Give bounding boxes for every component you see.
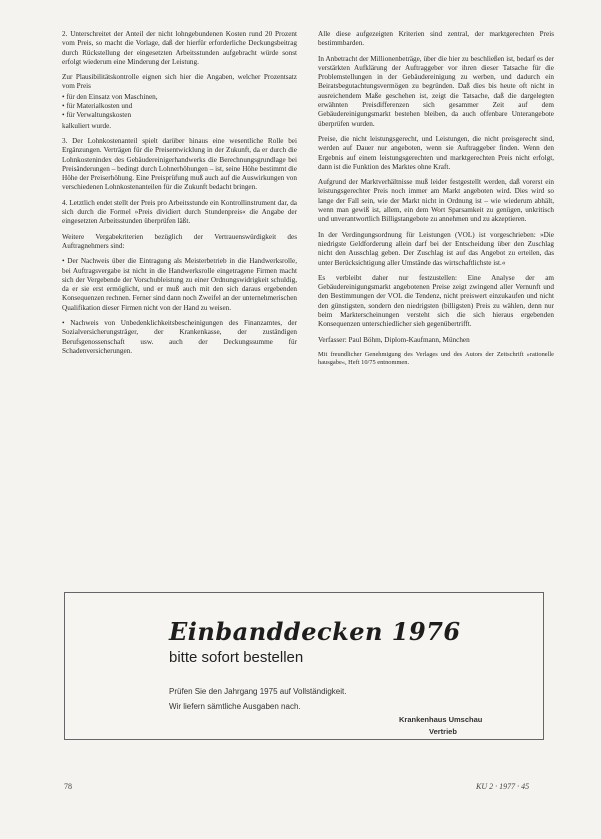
bullet-list (62, 93, 297, 121)
source-note: Mit freundlicher Genehmigung des Verlages und des Autors der Zeitschrift »rationelle hausgabe«, Heft 10/75 entnommen. (318, 350, 554, 366)
ad-department: Vertrieb (429, 727, 457, 736)
paragraph: Zur Plausibilitätskontrolle eignen sich hier die Angaben, welcher Prozentsatz vom Preis (62, 73, 297, 91)
paragraph: Aufgrund der Marktverhältnisse muß leider festgestellt werden, daß vorerst ein leistungsgerechter Preis noch immer am Markt angeboten wird. Dies wird so lange der Fall sein, wie der Markt nicht in Ordnung ist – wie wiederum abhält, wenn man gewiß ist, allem, ein dem Wort Sparsamkeit zu genügen, unkritisch und unverantwortlich Billigstangebote zu annehmen und zu akzeptieren. (318, 178, 554, 224)
right-column (318, 30, 554, 373)
paragraph: In der Verdingungsordnung für Leistungen (VOL) ist vorgeschrieben: »Die niedrigste Geldforderung allein darf bei der Entscheidung über den Zuschlag nicht den Ausschlag geben. Der Zuschlag ist auf das Angebot zu erteilen, das unter Berücksichtigung aller Umstände das wirtschaftlichste ist.« (318, 230, 554, 267)
paragraph: Es verbleibt daher nur festzustellen: Eine Analyse der am Gebäudereinigungsmarkt angebotenen Preise zeigt zwingend aller Vernunft und den Bestimmungen der VOL die Tendenz, nicht preiswert einzukaufen und nicht den günstigsten, sondern den niedrigsten (billigsten) Preis zu wählen, denn nur beim Markterscheinungen versteht sich die sich hieraus ergebenden Konsequenzen unterschiedlicher sieh gegenübertrifft. (318, 273, 554, 329)
paragraph: Alle diese aufgezeigten Kriterien sind zentral, der marktgerechten Preis bestimmbarden. (318, 30, 554, 48)
ad-subtitle: bitte sofort bestellen (169, 649, 304, 666)
advertisement-box (64, 592, 544, 740)
paragraph: 2. Unterschreitet der Anteil der nicht lohngebundenen Kosten rund 20 Prozent vom Preis, so macht die Vorlage, daß der hierfür erforderliche Deckungsbeitrag durch Rückstellung der eingesetzten Arbeitsstunden aufgebracht würde sonst erfolgt wiederum eine Minderung der Leistung. (62, 30, 297, 66)
page-number: 78 (64, 782, 72, 791)
paragraph: • Der Nachweis über die Eintragung als Meisterbetrieb in die Handwerksrolle, bei Auftragsvergabe ist nicht in die Handwerksrolle eingetragene Firmen macht sich der Vergebende der Vorschubleistung zu einer Ordnungswidrigkeit schuldig, da er sie erst ermöglicht, und er muß auch mit den sich daraus ergebenden Konsequenzen rechnen. Ferner sind dann noch Zweifel an der unternehmerischen Qualifikation dieser Firmen nicht von der Hand zu weisen. (62, 257, 297, 312)
list-item: • für den Einsatz von Maschinen, (62, 93, 297, 102)
ad-title: Einbanddecken 1976 (169, 617, 461, 646)
paragraph: • Nachweis von Unbedenklichkeitsbescheinigungen des Finanzamtes, der Sozialversicherungsträger, der Krankenkasse, der zuständigen Berufsgenossenschaft usw. auch der Deckungssumme für Schadenversicherungen. (62, 319, 297, 355)
paragraph: In Anbetracht der Millionenbeträge, über die hier zu beschließen ist, bedarf es der verstärkten Aufklärung der Auftraggeber vor ihren dieser Tatsache für die Problemstellungen in der Gebäudereinigung zu werben, und dadurch ein Beiratsbegutachtungsvermögen zu begründen. Daß dies bis heute oft nicht in ausreichendem Maße geschehen ist, zeigt die Tatsache, daß die dargelegten erwähnten Preisdifferenzen sich gesammer Zeit auf dem Gebäudereinigungsmarkt bestehen bleiben, da auch offenbare Unterangebote überprüfen wurden. (318, 54, 554, 128)
journal-reference: KU 2 · 1977 · 45 (476, 782, 530, 791)
ad-publisher: Krankenhaus Umschau (399, 715, 483, 724)
left-column (62, 30, 297, 362)
list-item: • für Verwaltungskosten (62, 111, 297, 120)
paragraph: Preise, die nicht leistungsgerecht, und Leistungen, die nicht preisgerecht sind, werden auf Dauer nur angeboten, wenn sie Auftraggeber finden. Wenn den Ergebnis auf einem leistungsgerechten und marktgerechten Preis nicht erfolgt, dann ist die Funktion des Marktes ohne Kraft. (318, 134, 554, 171)
paragraph: Weitere Vergabekriterien bezüglich der Vertrauenswürdigkeit des Auftragnehmers sind: (62, 232, 297, 250)
ad-text-line: Prüfen Sie den Jahrgang 1975 auf Vollständigkeit. (169, 687, 347, 696)
paragraph: kalkuliert wurde. (62, 121, 112, 130)
ad-text-line: Wir liefern sämtliche Ausgaben nach. (169, 702, 301, 711)
paragraph: 3. Der Lohnkostenanteil spielt darüber hinaus eine wesentliche Rolle bei Ergänzungen. Verträgen für die Preisentwicklung in der Zukunft, da er durch die Lohnkostenindex des Gebäudereinigerhandwerks die Berechnungsgrundlage bei Preisänderungen – bedingt durch Lohnerhöhungen – ist, seine Höhe bestimmt die Höhe der Preiserhöhung. Eine Preisprüfung muß auch auf die Auswirkungen von verschiedenen Lohnkostenanteilen für die Zukunft bedacht bringen. (62, 136, 297, 192)
paragraph: 4. Letztlich endet stellt der Preis pro Arbeitsstunde ein Kontrollinstrument dar, da sich durch die Formel »Preis dividiert durch Stundenpreis« die Angabe der eingesetzten Arbeitsstunden überprüfen läßt. (62, 198, 297, 226)
author-line: Verfasser: Paul Böhm, Diplom-Kaufmann, München (318, 335, 470, 344)
list-item: • für Materialkosten und (62, 102, 297, 111)
